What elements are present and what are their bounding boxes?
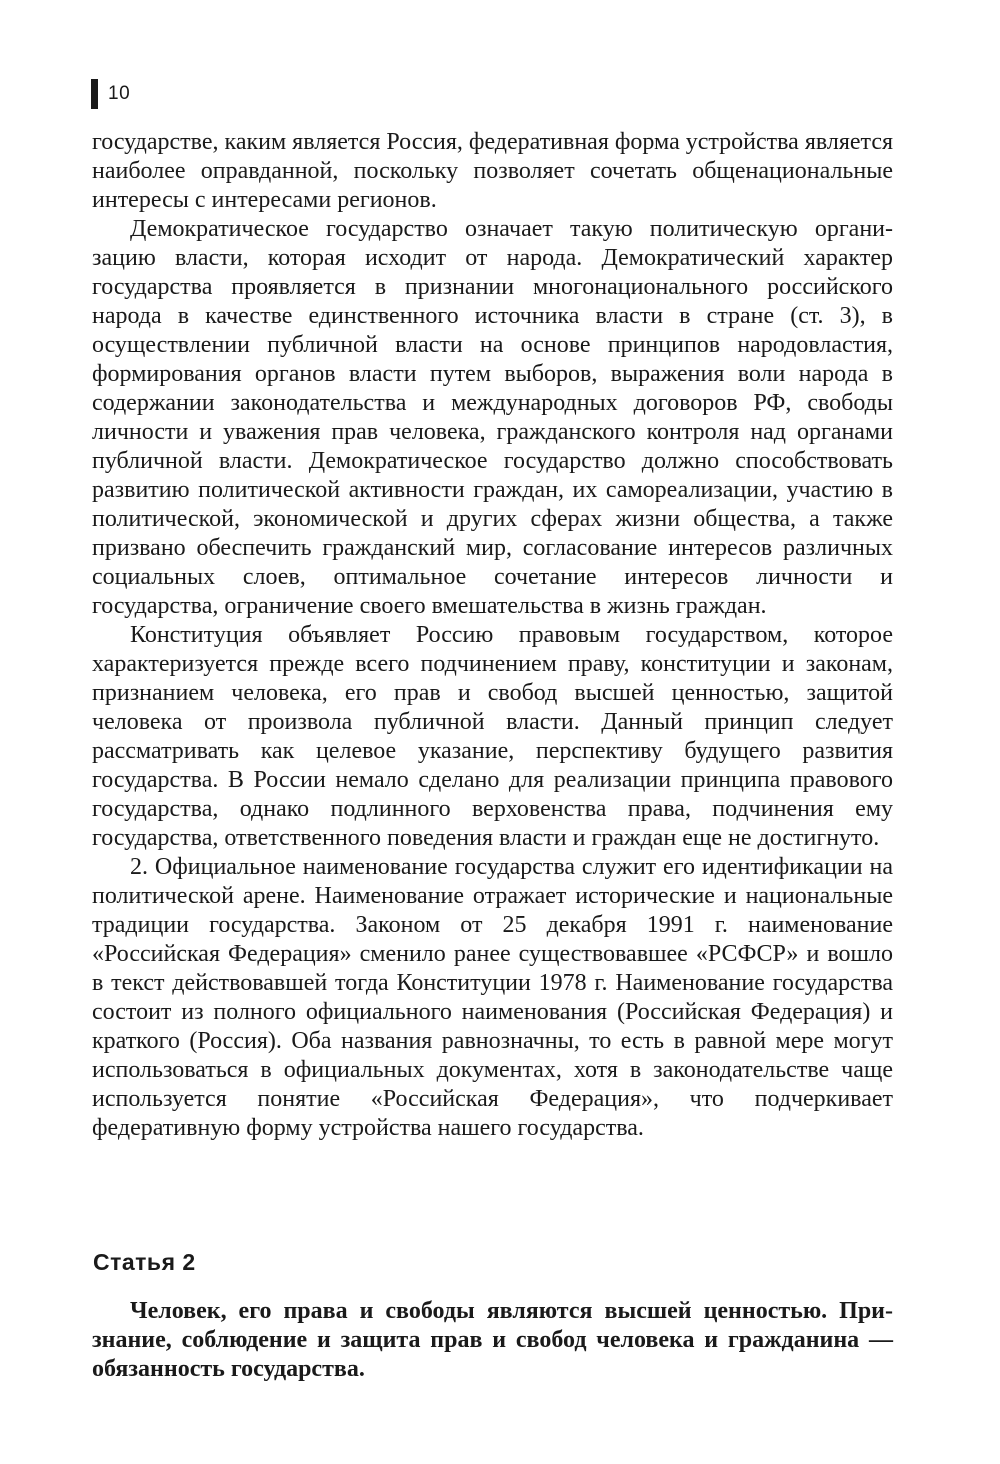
article-heading: Статья 2: [93, 1249, 196, 1275]
paragraph: Демократическое государство означает такую политическую организацию власти, которая исходит от народа. Демократический характер государства проявляется в признании многонационального российского народа в качестве единственного источника власти в стране (ст. 3), в осуществлении публичной власти на основе принципов народовластия, формирования органов власти путем выборов, выражения воли народа в содержании законодательства и международных договоров РФ, свободы личности и уважения прав человека, гражданского контроля над органами публичной власти. Демократическое государство должно способствовать развитию политической активности граждан, их самореализации, участию в политической, экономической и других сферах жизни общества, а также призвано обеспечить гражданский мир, согласование интересов различных социальных слоев, оптимальное сочетание интересов личности и государства, ограничение своего вмешательства в жизнь граждан.: [92, 216, 893, 619]
body-text: [92, 128, 893, 1143]
paragraph: государстве, каким является Россия, федеративная форма устройства является наиболее оправданной, поскольку позволяет сочетать общенациональные интересы с интересами регионов.: [92, 129, 894, 213]
page-number: 10: [108, 83, 131, 104]
paragraph: 2. Официальное наименование государства служит его идентификации на политической арене. Наименование отражает исторические и национальные традиции государства. Законом от 25 декабря 1991 г. наименование «Российская Федерация» сменило ранее существовавшее «РСФСР» и вошло в текст действовавшей тогда Конституции 1978 г. Наименование государства состоит из полного официального наименования (Российская Федерация) и краткого (Россия). Оба названия равнозначны, то есть в равной мере могут использоваться в официальных документах, хотя в законодательстве чаще используется понятие «Российская Федерация», что подчеркивает федеративную форму устройства нашего государства.: [92, 854, 893, 1141]
paragraph: Конституция объявляет Россию правовым государством, которое характеризуется прежде всего подчинением праву, конституции и законам, признанием человека, его прав и свобод высшей ценностью, защитой человека от произвола публичной власти. Данный принцип следует рассматривать как целевое указание, перспективу будущего развития государства. В России немало сделано для реализации принципа правового государства, однако подлинного верховенства права, подчинения ему государства, ответственного поведения власти и граждан еще не достигнуто.: [92, 622, 893, 851]
article-text: Человек, его права и свободы являются высшей ценностью. Признание, соблюдение и защита прав и свобод человека и гражданина — обязанность государства.: [92, 1298, 893, 1382]
page-header: [91, 78, 130, 110]
header-bar: [91, 79, 98, 109]
